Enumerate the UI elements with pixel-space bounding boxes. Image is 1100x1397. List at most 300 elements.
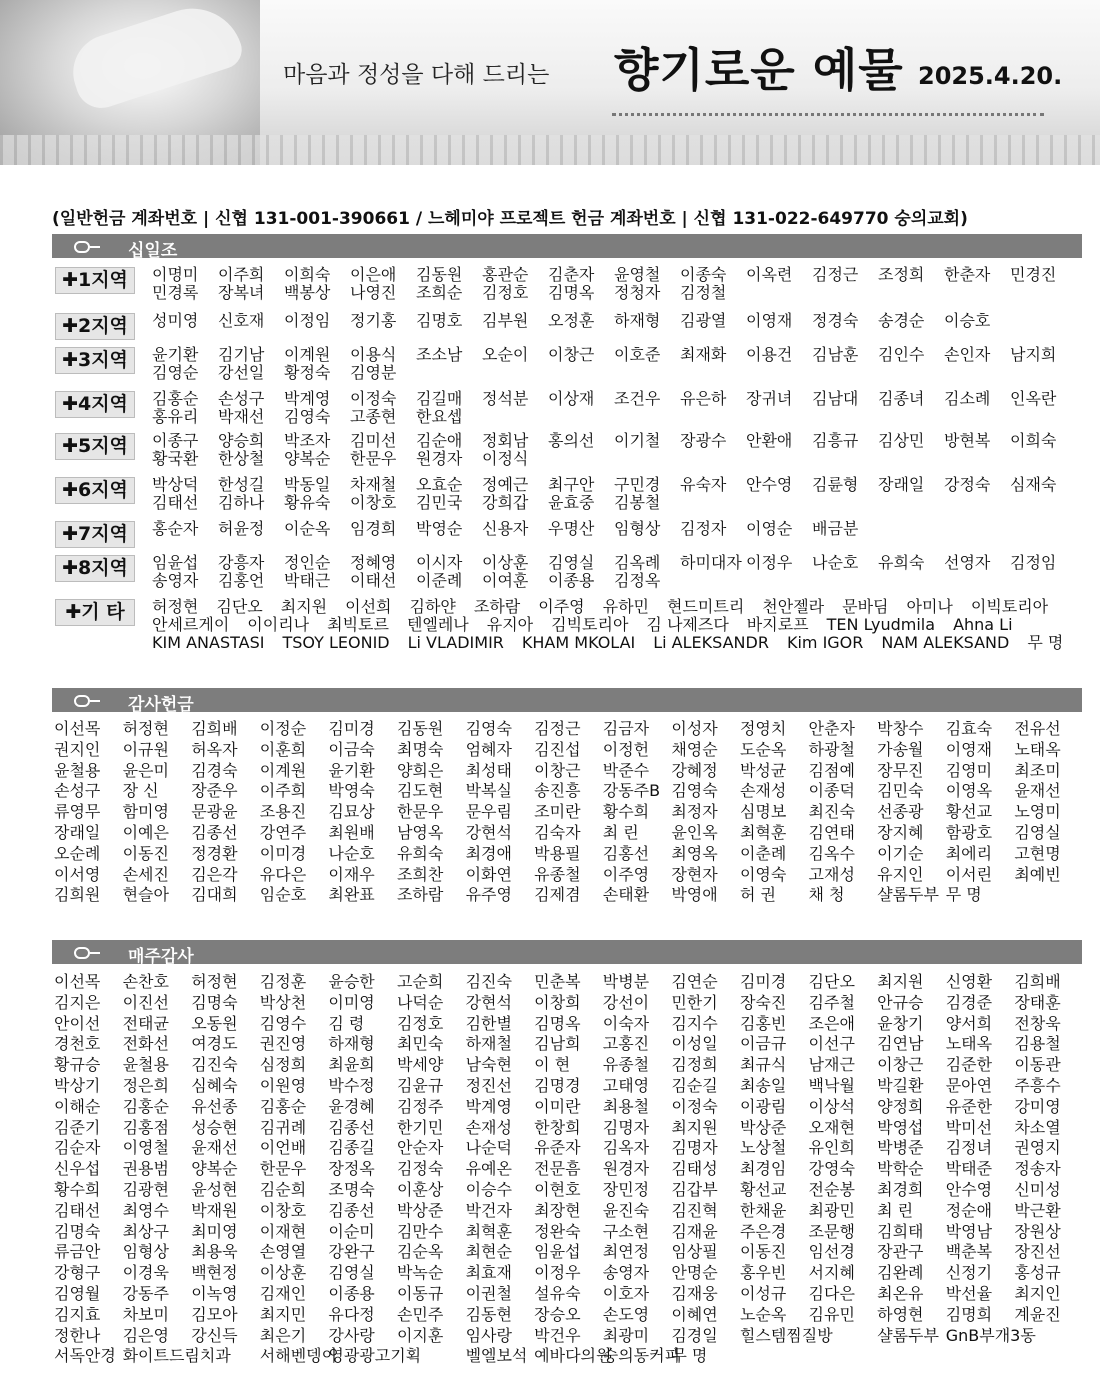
donor-name: 박준수 (602, 760, 650, 780)
donor-name: 민춘복 (534, 972, 581, 991)
header-date: 2025.4.20. (918, 62, 1063, 90)
region-label: ✚7지역 (55, 521, 135, 548)
donor-name: 이재현 (259, 1221, 307, 1241)
donor-name: 강미영 (1014, 1096, 1061, 1116)
donor-name: 조희순 (416, 283, 463, 302)
donor-name: 김 나제즈다 (646, 615, 729, 634)
donor-name: 장지혜 (877, 822, 924, 842)
region-names (152, 476, 1092, 512)
donor-name: 이훈상 (396, 1179, 444, 1199)
donor-name: 황국환 (152, 449, 199, 468)
donor-name: 김동현 (465, 1304, 512, 1324)
donor-name: 서해벤뎅이 (259, 1346, 338, 1366)
donor-name: 남재근 (808, 1055, 855, 1075)
donor-name: 전태균 (122, 1013, 169, 1033)
donor-name: 심명보 (739, 802, 787, 822)
donor-name: 김남희 (534, 1034, 581, 1054)
donor-name: 유선종 (191, 1096, 238, 1116)
donor-name: 민한기 (671, 992, 718, 1012)
donor-name: 이숙자 (602, 1013, 650, 1033)
donor-name: 이은애 (350, 265, 397, 284)
donor-name: 남숙현 (465, 1055, 512, 1075)
donor-name: 이정우 (534, 1263, 581, 1283)
donor-name: 한춘자 (944, 265, 991, 284)
donor-name: 예바다의원 (534, 1346, 612, 1366)
donor-name: 황수희 (602, 802, 650, 822)
donor-name: 엄혜자 (465, 739, 512, 759)
donor-name: 김정근 (812, 265, 859, 284)
donor-name: 김도현 (396, 781, 444, 801)
donor-name: 노영미 (1014, 802, 1061, 822)
donor-name: 손찬호 (122, 972, 169, 991)
donor-name: 최민숙 (396, 1034, 444, 1054)
donor-name: 김영미 (945, 760, 993, 780)
donor-name: 손민주 (396, 1304, 444, 1324)
donor-name: 이경욱 (122, 1263, 169, 1283)
donor-name: 유준한 (945, 1096, 993, 1116)
donor-name: 장민정 (602, 1179, 650, 1199)
donor-name: 최구안 (548, 475, 595, 494)
donor-name: 박병분 (602, 972, 650, 991)
donor-name: 홍유리 (152, 407, 199, 426)
donor-name: KHAM MKOLAI (521, 633, 636, 652)
donor-name: 이영철 (122, 1138, 169, 1158)
key-icon (74, 695, 90, 707)
donor-name: 심혜숙 (191, 1075, 238, 1095)
donor-name: 김 령 (328, 1013, 365, 1033)
donor-name: 김옥례 (614, 553, 661, 572)
donor-name: 허정현 (191, 972, 238, 991)
donor-name: 이승수 (465, 1179, 512, 1199)
donor-name: 김정호 (482, 283, 529, 302)
donor-name: 민경진 (1010, 265, 1057, 284)
donor-name: 최미영 (191, 1221, 238, 1241)
region-label: ✚기 타 (55, 599, 135, 626)
donor-name: 유준자 (534, 1138, 581, 1158)
donor-name: 임사랑 (465, 1325, 512, 1345)
donor-name: 홍의선 (548, 431, 595, 450)
donor-name: 장정옥 (328, 1159, 375, 1179)
donor-name: 강흥자 (218, 553, 265, 572)
donor-name: 박재원 (191, 1200, 238, 1220)
donor-name: 이미란 (534, 1096, 581, 1116)
donor-name: 한채윤 (739, 1200, 787, 1220)
donor-name: 정경숙 (812, 311, 859, 330)
donor-name: 박동일 (284, 475, 331, 494)
donor-name: 김희배 (1014, 972, 1061, 991)
donor-name: 김순애 (416, 431, 463, 450)
region-label: ✚3지역 (55, 347, 135, 374)
donor-name: 강혜정 (671, 760, 718, 780)
donor-name: 장승오 (534, 1304, 581, 1324)
donor-name: 홍우빈 (739, 1263, 787, 1283)
donor-name: 이주영 (602, 864, 650, 884)
donor-name: 이명미 (152, 265, 199, 284)
donor-name: 김영월 (54, 1283, 101, 1303)
donor-name: 가송월 (877, 739, 924, 759)
donor-name: 장현자 (671, 864, 718, 884)
donor-name: 남영옥 (396, 822, 444, 842)
donor-name: 한문우 (396, 802, 444, 822)
donor-name: 고홍진 (602, 1034, 650, 1054)
donor-name: 송영자 (152, 571, 199, 590)
donor-name: 심재숙 (1010, 475, 1057, 494)
donor-name: 샬롬두부 (877, 1325, 939, 1345)
donor-name: 백봉상 (284, 283, 331, 302)
donor-name: 현드미트리 (667, 597, 745, 616)
donor-name: 김진숙 (191, 1055, 238, 1075)
donor-name: 벨엘보석 (465, 1346, 528, 1366)
donor-name: 장숙진 (739, 992, 787, 1012)
donor-name: 서독안경 (54, 1346, 116, 1366)
donor-name: 장광수 (680, 431, 727, 450)
donor-name: 김희태 (877, 1221, 924, 1241)
donor-name: 박계영 (465, 1096, 512, 1116)
donor-name: 김정호 (396, 1013, 444, 1033)
donor-name: 송진흥 (534, 781, 581, 801)
donor-name: 이미경 (259, 843, 307, 863)
donor-name: 장복녀 (218, 283, 265, 302)
donor-name: 양승희 (218, 431, 265, 450)
donor-name: 박녹순 (396, 1263, 444, 1283)
donor-name: TSOY LEONID (282, 633, 390, 652)
donor-name: 노순옥 (739, 1304, 787, 1324)
donor-name: 이용식 (350, 345, 397, 364)
donor-name: 이현호 (534, 1179, 581, 1199)
donor-name: 김영숙 (284, 407, 331, 426)
donor-name: 양희은 (396, 760, 444, 780)
donor-name: 박수정 (328, 1075, 375, 1095)
region-label: ✚4지역 (55, 391, 135, 418)
donor-name: 박창수 (877, 719, 924, 738)
donor-name: 윤철용 (122, 1055, 169, 1075)
donor-name: 윤승한 (328, 972, 375, 991)
donor-name: 계윤진 (1014, 1304, 1061, 1324)
donor-name: 윤인옥 (671, 822, 718, 842)
donor-name: 강형구 (54, 1263, 101, 1283)
donor-name: 최원배 (328, 822, 375, 842)
donor-name: 김흥규 (812, 431, 859, 450)
donor-name: 이상훈 (259, 1263, 307, 1283)
donor-name: 노상철 (739, 1138, 787, 1158)
donor-name: 김정자 (680, 519, 727, 538)
donor-name: 윤기환 (328, 760, 375, 780)
donor-name: 안수영 (746, 475, 793, 494)
donor-name: 김주철 (808, 992, 855, 1012)
donor-name: 윤진숙 (602, 1200, 650, 1220)
donor-name: 안수영 (945, 1179, 993, 1199)
donor-name: 손세진 (122, 864, 169, 884)
donor-name: 이성일 (671, 1034, 718, 1054)
donor-name: 이정숙 (671, 1096, 718, 1116)
donor-name: 이종용 (548, 571, 595, 590)
donor-name: 이주영 (538, 597, 585, 616)
donor-name: 오순이 (482, 345, 529, 364)
donor-name: 이영재 (746, 311, 793, 330)
donor-name: 장관구 (877, 1242, 924, 1262)
donor-name: 이성자 (671, 719, 718, 738)
donor-name: 조명숙 (328, 1179, 375, 1199)
donor-name: 이순옥 (284, 519, 331, 538)
donor-name: 김준한 (945, 1055, 993, 1075)
donor-name: 황선교 (945, 802, 993, 822)
donor-name: 윤효중 (548, 493, 595, 512)
donor-name: 황선교 (739, 1179, 787, 1199)
donor-name: 손성구 (54, 781, 101, 801)
donor-name: 장진선 (1014, 1242, 1061, 1262)
donor-name: 고태영 (602, 1075, 650, 1095)
donor-name: 김동원 (396, 719, 444, 738)
donor-name: 김정주 (396, 1096, 444, 1116)
donor-name: 김종선 (191, 822, 238, 842)
donor-name: 노태옥 (1014, 739, 1061, 759)
donor-name: 여경도 (191, 1034, 238, 1054)
donor-name: 이빅토리아 (970, 597, 1049, 616)
region-names (152, 390, 1092, 426)
header-title: 향기로운 예물 (614, 43, 904, 97)
donor-name: 차소열 (1014, 1117, 1061, 1137)
donor-name: 김순옥 (396, 1242, 444, 1262)
donor-name: 정진선 (465, 1075, 512, 1095)
donor-name: 김영실 (548, 553, 595, 572)
donor-name: 서지혜 (808, 1263, 855, 1283)
donor-name: 조하람 (473, 597, 521, 616)
donor-name: 박건자 (465, 1200, 512, 1220)
donor-name: 신호재 (218, 311, 265, 330)
donor-name: 고현명 (1014, 843, 1061, 863)
donor-name: NAM ALEKSAND (881, 633, 1010, 652)
donor-name: 최규식 (739, 1055, 787, 1075)
donor-name: 임윤섭 (152, 553, 199, 572)
donor-name: 경천호 (54, 1034, 101, 1054)
donor-name: 정은희 (122, 1075, 169, 1095)
donor-name: 최명숙 (396, 739, 444, 759)
donor-name: 박성균 (739, 760, 787, 780)
donor-name: 김희원 (54, 885, 101, 905)
donor-name: 김태성 (671, 1159, 718, 1179)
donor-name: 오순례 (54, 843, 101, 863)
donor-name: 김경일 (671, 1325, 718, 1345)
donor-name: 이시자 (416, 553, 463, 572)
donor-name: 장래일 (878, 475, 925, 494)
donor-name: 임형상 (614, 519, 661, 538)
donor-name: 강완구 (328, 1242, 375, 1262)
donor-name: 이금숙 (328, 739, 375, 759)
donor-name: 이성규 (739, 1283, 787, 1303)
donor-name: 김은각 (191, 864, 238, 884)
donor-name: 김점예 (808, 760, 855, 780)
donor-name: 오동원 (191, 1013, 238, 1033)
donor-name: 이상훈 (482, 553, 529, 572)
donor-name: 김명옥 (534, 1013, 581, 1033)
donor-name: 김영분 (350, 363, 397, 382)
donor-name: 김진숙 (465, 972, 512, 991)
donor-name: 김명숙 (54, 1221, 101, 1241)
donor-name: 임형상 (122, 1242, 169, 1262)
donor-name: 이정순 (259, 719, 307, 738)
donor-name: 우명산 (548, 519, 595, 538)
donor-name: 이정임 (284, 311, 331, 330)
donor-name: 신용자 (482, 519, 529, 538)
donor-name: 강사랑 (328, 1325, 375, 1345)
donor-name: 이언배 (259, 1138, 307, 1158)
donor-name: 문광윤 (191, 802, 238, 822)
donor-name: 이서영 (54, 864, 101, 884)
donor-name: 이종숙 (680, 265, 727, 284)
donor-name: 김한별 (465, 1013, 512, 1033)
donor-name: 양정희 (877, 1096, 924, 1116)
donor-name: 강선일 (218, 363, 265, 382)
donor-name: 정한나 (54, 1325, 101, 1345)
donor-name: 주은경 (739, 1221, 787, 1241)
weekly-name-grid (54, 972, 1094, 1367)
key-icon (74, 947, 90, 959)
donor-name: 최지원 (877, 972, 924, 991)
donor-name: 정인순 (284, 553, 331, 572)
donor-name: 이광림 (739, 1096, 787, 1116)
donor-name: 이정식 (482, 449, 529, 468)
donor-name: 최성태 (465, 760, 512, 780)
donor-name: 김진섭 (534, 739, 581, 759)
donor-name: 최용철 (602, 1096, 650, 1116)
donor-name: 박상준 (739, 1117, 787, 1137)
donor-name: 조문행 (808, 1221, 855, 1241)
donor-name: 박학순 (877, 1159, 924, 1179)
donor-name: 윤성현 (191, 1179, 238, 1199)
donor-name: 강동주B (602, 781, 661, 801)
donor-name: 김명숙 (191, 992, 238, 1012)
donor-name: 김영숙 (671, 781, 718, 801)
donor-name: 백현정 (191, 1263, 238, 1283)
donor-name: 김순희 (259, 1179, 307, 1199)
donor-name: 김기남 (218, 345, 265, 364)
donor-name: 이여훈 (482, 571, 529, 590)
donor-name: 김희배 (191, 719, 238, 738)
donor-name: 이선구 (808, 1034, 855, 1054)
donor-name: 정혜영 (350, 553, 397, 572)
donor-name: 김춘자 (548, 265, 595, 284)
donor-name: 이호준 (614, 345, 661, 364)
donor-name: 김인수 (878, 345, 925, 364)
donor-name: 김경준 (945, 992, 993, 1012)
donor-name: 임상필 (671, 1242, 718, 1262)
donor-name: 오정훈 (548, 311, 595, 330)
donor-name: 인옥란 (1010, 389, 1057, 408)
donor-name: 유종철 (602, 1055, 650, 1075)
donor-name: 김단오 (808, 972, 855, 991)
donor-name: 이계원 (284, 345, 331, 364)
donor-name: 채영순 (671, 739, 718, 759)
donor-name: 이영숙 (739, 864, 787, 884)
donor-name: 박병준 (877, 1138, 924, 1158)
donor-name: 정청자 (614, 283, 661, 302)
donor-name: 이창희 (534, 992, 581, 1012)
donor-name: 이주희 (218, 265, 265, 284)
donor-name: 이희숙 (284, 265, 331, 284)
donor-name: 송영자 (602, 1263, 650, 1283)
donor-name: 김소례 (944, 389, 991, 408)
donor-name: 윤은미 (122, 760, 169, 780)
donor-name: 장래일 (54, 822, 101, 842)
donor-name: 김민숙 (877, 781, 924, 801)
donor-name: 박용필 (534, 843, 581, 863)
donor-name: 류영무 (54, 802, 101, 822)
donor-name: 박복실 (465, 781, 512, 801)
donor-name: 허윤정 (218, 519, 265, 538)
region-label: ✚5지역 (55, 433, 135, 460)
donor-name: 한창희 (534, 1117, 581, 1137)
donor-name: 김영숙 (465, 719, 512, 738)
donor-name: 김정철 (680, 283, 727, 302)
donor-name: 송경순 (878, 311, 925, 330)
donor-name: 아미나 (906, 597, 953, 616)
donor-name: 김갑부 (671, 1179, 718, 1199)
donor-name: 김영순 (152, 363, 199, 382)
donor-name: 김귀례 (259, 1117, 307, 1137)
donor-name: 최용욱 (191, 1242, 238, 1262)
donor-name: 김홍순 (259, 1096, 307, 1116)
donor-name: 방현복 (944, 431, 991, 450)
donor-name: 박재선 (218, 407, 265, 426)
donor-name: 최재화 (680, 345, 727, 364)
donor-name: 정송자 (1014, 1159, 1061, 1179)
donor-name: 강희갑 (482, 493, 529, 512)
donor-name: 이옥련 (746, 265, 793, 284)
donor-name: 손도영 (602, 1304, 650, 1324)
donor-name: 권지인 (54, 739, 101, 759)
donor-name: 김옥수 (808, 843, 855, 863)
donor-name: 박태근 (284, 571, 331, 590)
donor-name: 김제겸 (534, 885, 581, 905)
donor-name: 무 명 (671, 1346, 708, 1366)
donor-name: 최현순 (465, 1242, 512, 1262)
donor-name: 윤철용 (54, 760, 101, 780)
donor-name: 텐엘레나 (406, 615, 469, 634)
donor-name: 채 청 (808, 885, 845, 905)
donor-name: 한문우 (350, 449, 397, 468)
donor-name: 샬롬두부 (877, 885, 939, 905)
donor-name: 이주희 (259, 781, 307, 801)
donor-name: 백춘복 (945, 1242, 993, 1262)
donor-name: 차보미 (122, 1304, 169, 1324)
donor-name: 최경임 (739, 1159, 787, 1179)
donor-name: 이원영 (259, 1075, 307, 1095)
donor-name: 김묘상 (328, 802, 375, 822)
donor-name: 강선이 (602, 992, 650, 1012)
donor-name: 안명순 (671, 1263, 718, 1283)
donor-name: 노태옥 (945, 1034, 993, 1054)
donor-name: 김유민 (808, 1304, 855, 1324)
donor-name: 배금분 (812, 519, 859, 538)
forest-background (0, 135, 1100, 165)
donor-name: 하재철 (465, 1034, 512, 1054)
donor-name: 박상준 (396, 1200, 444, 1220)
donor-name: 김종선 (328, 1117, 375, 1137)
donor-name: 강현석 (465, 822, 512, 842)
donor-name: 박근환 (1014, 1200, 1061, 1220)
donor-name: 나순호 (328, 843, 375, 863)
donor-name: 김남훈 (812, 345, 859, 364)
donor-name: 안순자 (396, 1138, 444, 1158)
donor-name: 조건우 (614, 389, 661, 408)
donor-name: 이종덕 (808, 781, 855, 801)
donor-name: 박상천 (259, 992, 307, 1012)
donor-name: 이동관 (1014, 1055, 1061, 1075)
donor-name: 김재웅 (671, 1283, 718, 1303)
donor-name: 박길환 (877, 1075, 924, 1095)
donor-name: 원경자 (416, 449, 463, 468)
donor-name: 김광현 (122, 1179, 169, 1199)
